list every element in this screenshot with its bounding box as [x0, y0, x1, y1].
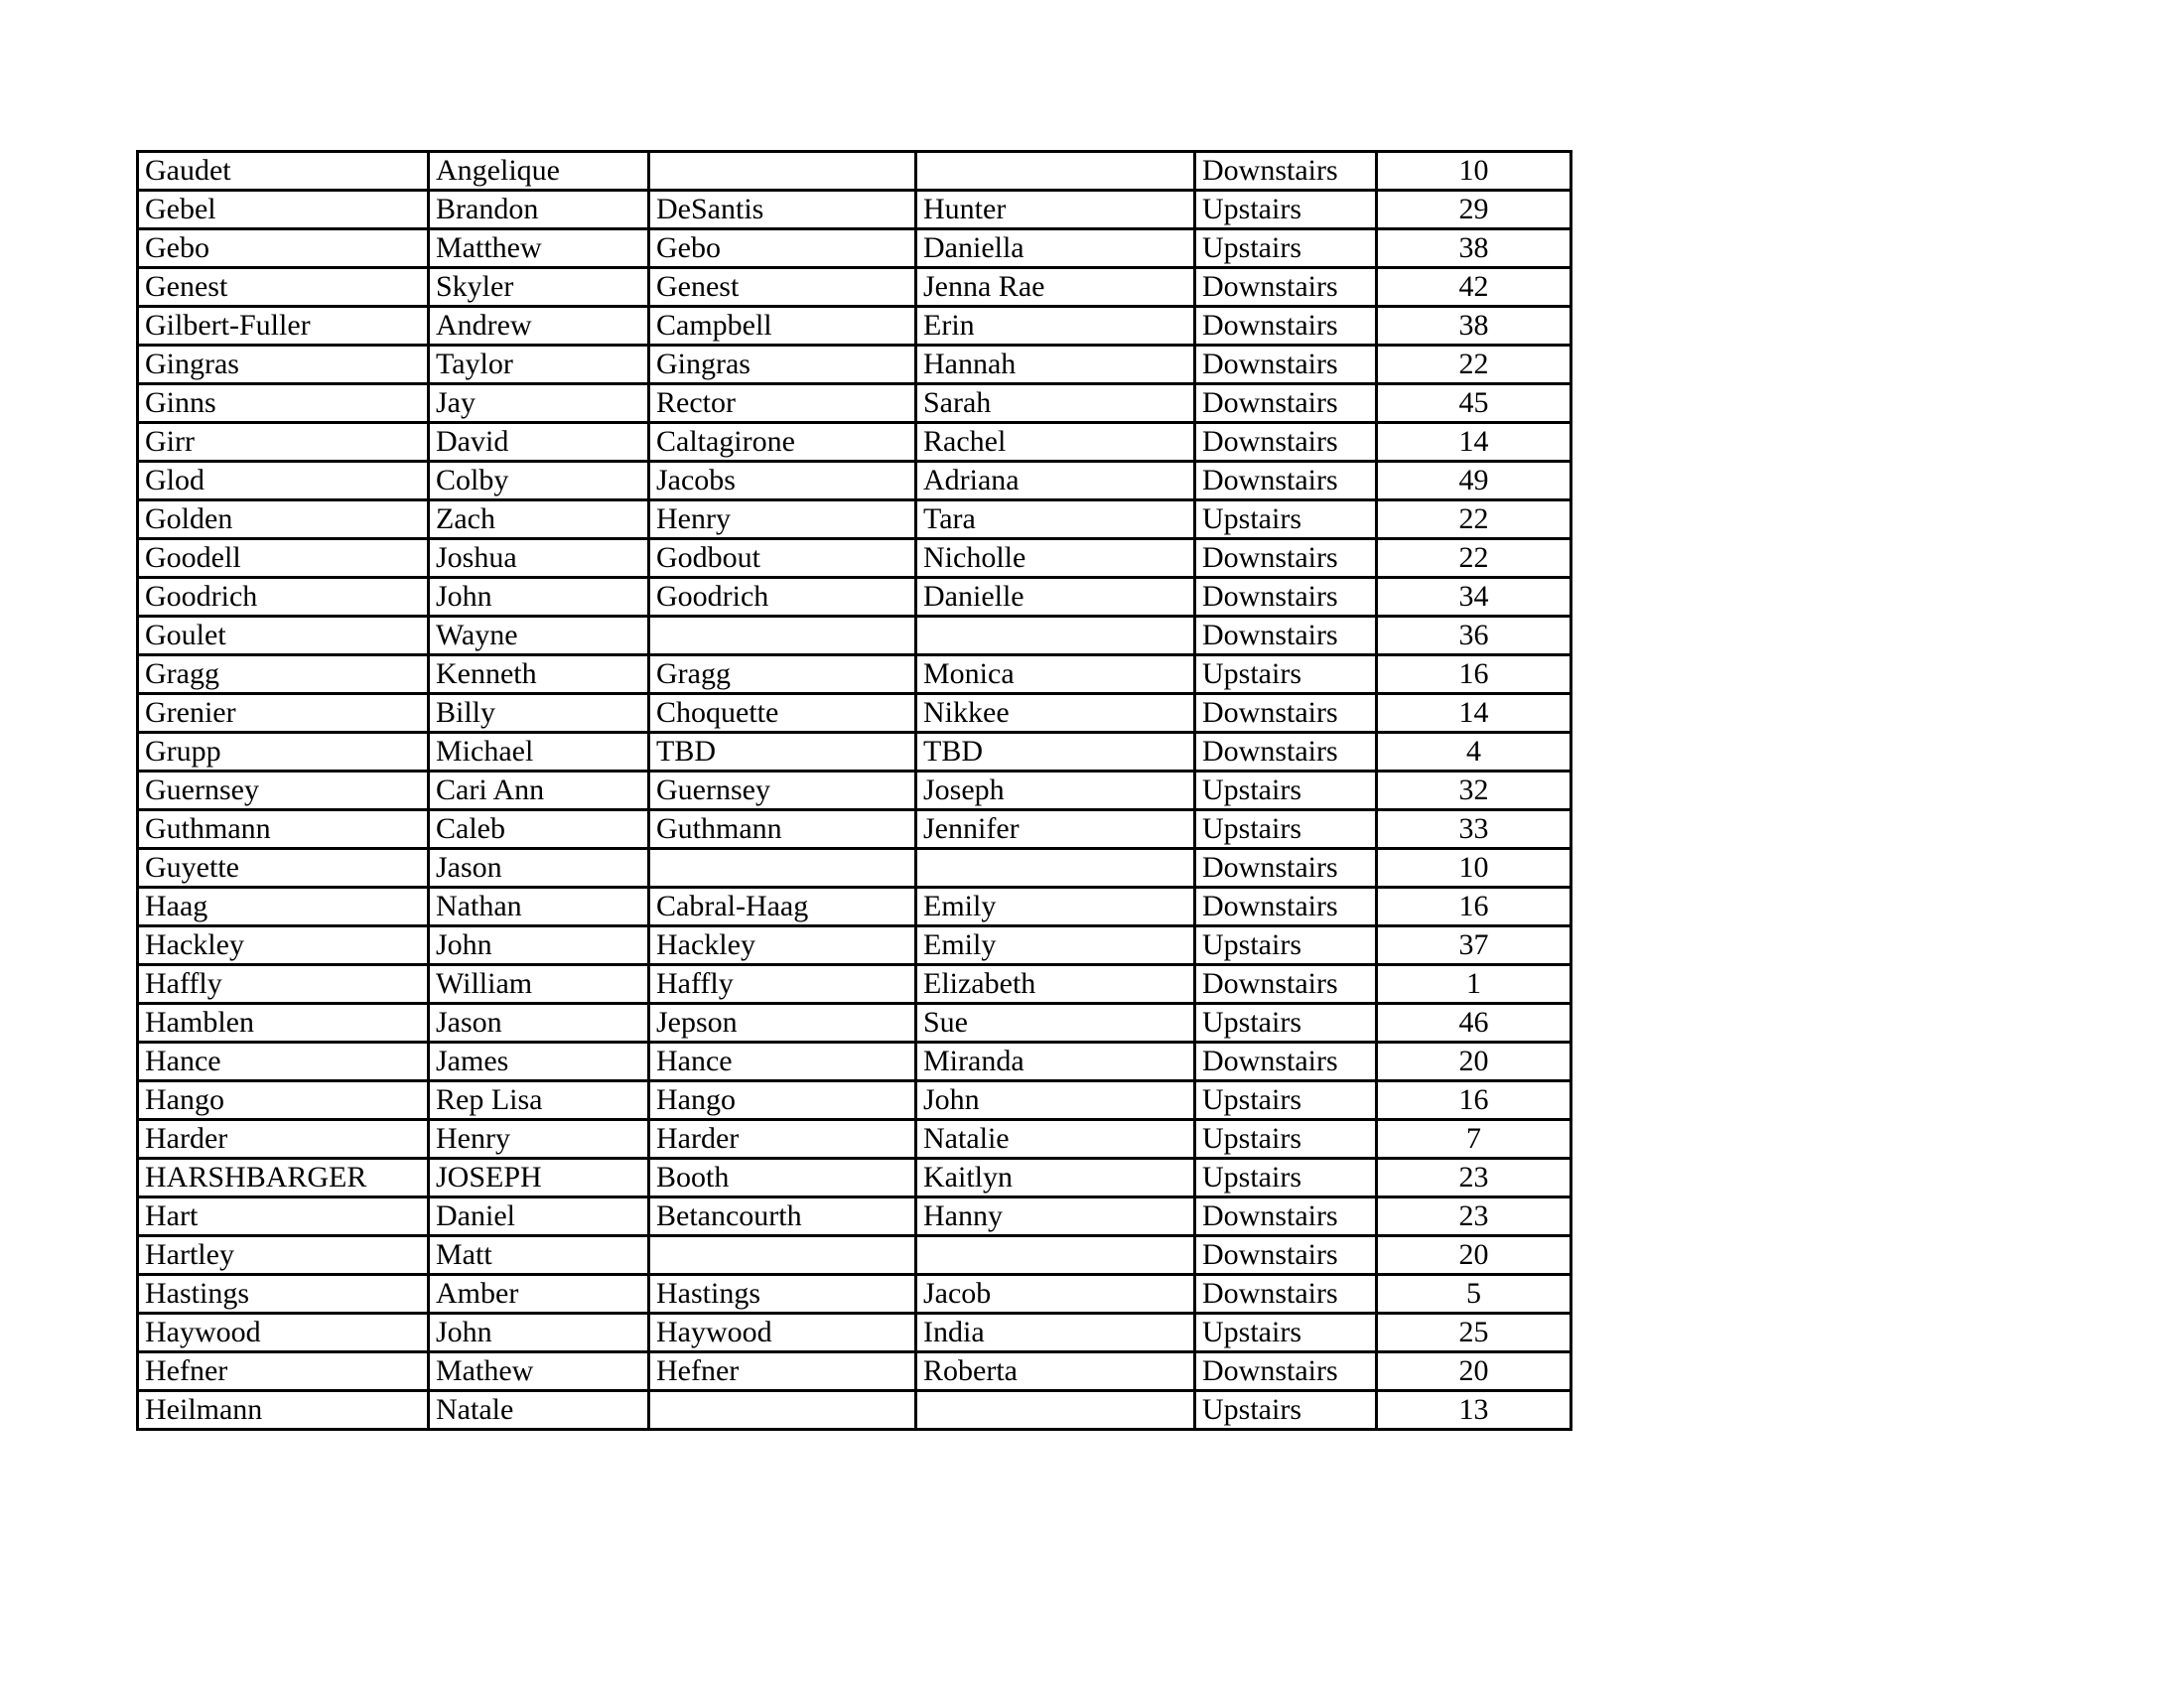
first-name-cell: Jay	[429, 384, 649, 423]
last-name-cell: Gaudet	[138, 152, 429, 191]
partner-last-name-cell	[649, 152, 916, 191]
table-row	[138, 810, 1571, 849]
first-name-cell: Matthew	[429, 229, 649, 268]
location-cell: Downstairs	[1195, 965, 1377, 1004]
table-row	[138, 346, 1571, 384]
last-name-cell: Haffly	[138, 965, 429, 1004]
partner-first-name-cell: Elizabeth	[916, 965, 1195, 1004]
first-name-cell: Zach	[429, 500, 649, 539]
partner-first-name-cell: Miranda	[916, 1043, 1195, 1081]
table-row	[138, 1314, 1571, 1352]
partner-last-name-cell	[649, 849, 916, 888]
partner-last-name-cell: Jepson	[649, 1004, 916, 1043]
partner-first-name-cell: Emily	[916, 888, 1195, 926]
partner-last-name-cell: Choquette	[649, 694, 916, 733]
last-name-cell: Hango	[138, 1081, 429, 1120]
table-row	[138, 888, 1571, 926]
location-cell: Downstairs	[1195, 1236, 1377, 1275]
partner-last-name-cell: Guthmann	[649, 810, 916, 849]
location-cell: Downstairs	[1195, 1352, 1377, 1391]
first-name-cell: Natale	[429, 1391, 649, 1430]
first-name-cell: Daniel	[429, 1197, 649, 1236]
last-name-cell: Hance	[138, 1043, 429, 1081]
table-row	[138, 1043, 1571, 1081]
table-number-cell: 10	[1377, 152, 1571, 191]
last-name-cell: Goulet	[138, 617, 429, 655]
table-row	[138, 965, 1571, 1004]
location-cell: Downstairs	[1195, 384, 1377, 423]
location-cell: Upstairs	[1195, 810, 1377, 849]
partner-last-name-cell: Gingras	[649, 346, 916, 384]
first-name-cell: David	[429, 423, 649, 462]
last-name-cell: Grenier	[138, 694, 429, 733]
table-row	[138, 926, 1571, 965]
partner-first-name-cell: Hannah	[916, 346, 1195, 384]
table-row	[138, 1236, 1571, 1275]
location-cell: Upstairs	[1195, 655, 1377, 694]
last-name-cell: Hart	[138, 1197, 429, 1236]
partner-first-name-cell: Erin	[916, 307, 1195, 346]
first-name-cell: Amber	[429, 1275, 649, 1314]
location-cell: Downstairs	[1195, 462, 1377, 500]
table-number-cell: 37	[1377, 926, 1571, 965]
table-number-cell: 14	[1377, 423, 1571, 462]
table-number-cell: 32	[1377, 772, 1571, 810]
partner-first-name-cell: Monica	[916, 655, 1195, 694]
table-row	[138, 384, 1571, 423]
first-name-cell: Joshua	[429, 539, 649, 578]
first-name-cell: Angelique	[429, 152, 649, 191]
table-number-cell: 23	[1377, 1197, 1571, 1236]
table-number-cell: 46	[1377, 1004, 1571, 1043]
partner-last-name-cell: Gebo	[649, 229, 916, 268]
partner-first-name-cell: Nikkee	[916, 694, 1195, 733]
location-cell: Upstairs	[1195, 1159, 1377, 1197]
roster-table-body	[138, 152, 1571, 1430]
table-number-cell: 16	[1377, 655, 1571, 694]
first-name-cell: Wayne	[429, 617, 649, 655]
table-number-cell: 5	[1377, 1275, 1571, 1314]
table-number-cell: 42	[1377, 268, 1571, 307]
table-number-cell: 25	[1377, 1314, 1571, 1352]
last-name-cell: Hackley	[138, 926, 429, 965]
partner-last-name-cell: Campbell	[649, 307, 916, 346]
partner-first-name-cell: Jenna Rae	[916, 268, 1195, 307]
last-name-cell: Gingras	[138, 346, 429, 384]
last-name-cell: Ginns	[138, 384, 429, 423]
location-cell: Upstairs	[1195, 772, 1377, 810]
partner-first-name-cell: Jennifer	[916, 810, 1195, 849]
first-name-cell: John	[429, 926, 649, 965]
first-name-cell: Cari Ann	[429, 772, 649, 810]
partner-last-name-cell	[649, 617, 916, 655]
last-name-cell: Haag	[138, 888, 429, 926]
partner-last-name-cell: Caltagirone	[649, 423, 916, 462]
partner-last-name-cell: Harder	[649, 1120, 916, 1159]
first-name-cell: William	[429, 965, 649, 1004]
location-cell: Downstairs	[1195, 268, 1377, 307]
partner-last-name-cell: Haywood	[649, 1314, 916, 1352]
table-row	[138, 1120, 1571, 1159]
last-name-cell: Guyette	[138, 849, 429, 888]
partner-last-name-cell: Hango	[649, 1081, 916, 1120]
table-row	[138, 1159, 1571, 1197]
first-name-cell: Brandon	[429, 191, 649, 229]
last-name-cell: Heilmann	[138, 1391, 429, 1430]
table-number-cell: 13	[1377, 1391, 1571, 1430]
partner-first-name-cell: John	[916, 1081, 1195, 1120]
last-name-cell: Hefner	[138, 1352, 429, 1391]
partner-last-name-cell: TBD	[649, 733, 916, 772]
table-number-cell: 49	[1377, 462, 1571, 500]
table-row	[138, 1275, 1571, 1314]
location-cell: Upstairs	[1195, 191, 1377, 229]
partner-last-name-cell: Gragg	[649, 655, 916, 694]
location-cell: Upstairs	[1195, 1081, 1377, 1120]
partner-first-name-cell: TBD	[916, 733, 1195, 772]
partner-last-name-cell: Henry	[649, 500, 916, 539]
table-number-cell: 14	[1377, 694, 1571, 733]
partner-first-name-cell: Sarah	[916, 384, 1195, 423]
first-name-cell: Rep Lisa	[429, 1081, 649, 1120]
location-cell: Upstairs	[1195, 1314, 1377, 1352]
location-cell: Upstairs	[1195, 1004, 1377, 1043]
first-name-cell: Caleb	[429, 810, 649, 849]
roster-table	[136, 150, 1572, 1431]
location-cell: Downstairs	[1195, 1275, 1377, 1314]
location-cell: Downstairs	[1195, 307, 1377, 346]
partner-last-name-cell: Betancourth	[649, 1197, 916, 1236]
partner-first-name-cell: Danielle	[916, 578, 1195, 617]
table-number-cell: 23	[1377, 1159, 1571, 1197]
partner-last-name-cell: Genest	[649, 268, 916, 307]
first-name-cell: Kenneth	[429, 655, 649, 694]
partner-first-name-cell	[916, 152, 1195, 191]
first-name-cell: Nathan	[429, 888, 649, 926]
partner-first-name-cell: Hunter	[916, 191, 1195, 229]
last-name-cell: HARSHBARGER	[138, 1159, 429, 1197]
table-row	[138, 462, 1571, 500]
table-row	[138, 655, 1571, 694]
location-cell: Downstairs	[1195, 694, 1377, 733]
table-number-cell: 20	[1377, 1352, 1571, 1391]
first-name-cell: John	[429, 578, 649, 617]
table-number-cell: 1	[1377, 965, 1571, 1004]
table-row	[138, 578, 1571, 617]
partner-first-name-cell: Natalie	[916, 1120, 1195, 1159]
partner-last-name-cell: Goodrich	[649, 578, 916, 617]
partner-last-name-cell: Hefner	[649, 1352, 916, 1391]
partner-last-name-cell: Hackley	[649, 926, 916, 965]
partner-last-name-cell	[649, 1236, 916, 1275]
table-row	[138, 733, 1571, 772]
last-name-cell: Guthmann	[138, 810, 429, 849]
last-name-cell: Golden	[138, 500, 429, 539]
location-cell: Downstairs	[1195, 1197, 1377, 1236]
location-cell: Downstairs	[1195, 578, 1377, 617]
table-number-cell: 20	[1377, 1236, 1571, 1275]
partner-last-name-cell: Haffly	[649, 965, 916, 1004]
location-cell: Downstairs	[1195, 849, 1377, 888]
table-row	[138, 1352, 1571, 1391]
table-number-cell: 22	[1377, 346, 1571, 384]
table-number-cell: 22	[1377, 500, 1571, 539]
location-cell: Upstairs	[1195, 1391, 1377, 1430]
location-cell: Upstairs	[1195, 500, 1377, 539]
first-name-cell: Jason	[429, 1004, 649, 1043]
partner-first-name-cell	[916, 1391, 1195, 1430]
table-number-cell: 45	[1377, 384, 1571, 423]
partner-last-name-cell: Rector	[649, 384, 916, 423]
table-row	[138, 307, 1571, 346]
first-name-cell: Skyler	[429, 268, 649, 307]
table-number-cell: 7	[1377, 1120, 1571, 1159]
table-row	[138, 152, 1571, 191]
partner-last-name-cell: Booth	[649, 1159, 916, 1197]
partner-first-name-cell: Kaitlyn	[916, 1159, 1195, 1197]
table-row	[138, 1391, 1571, 1430]
first-name-cell: JOSEPH	[429, 1159, 649, 1197]
table-number-cell: 16	[1377, 1081, 1571, 1120]
first-name-cell: John	[429, 1314, 649, 1352]
partner-first-name-cell: Tara	[916, 500, 1195, 539]
last-name-cell: Harder	[138, 1120, 429, 1159]
table-number-cell: 38	[1377, 307, 1571, 346]
last-name-cell: Hamblen	[138, 1004, 429, 1043]
first-name-cell: Taylor	[429, 346, 649, 384]
partner-first-name-cell: Jacob	[916, 1275, 1195, 1314]
table-row	[138, 539, 1571, 578]
first-name-cell: Mathew	[429, 1352, 649, 1391]
partner-last-name-cell: Jacobs	[649, 462, 916, 500]
first-name-cell: Henry	[429, 1120, 649, 1159]
partner-first-name-cell: Joseph	[916, 772, 1195, 810]
partner-first-name-cell: Sue	[916, 1004, 1195, 1043]
last-name-cell: Glod	[138, 462, 429, 500]
table-row	[138, 229, 1571, 268]
table-row	[138, 191, 1571, 229]
partner-first-name-cell: Rachel	[916, 423, 1195, 462]
partner-first-name-cell	[916, 617, 1195, 655]
partner-first-name-cell: Nicholle	[916, 539, 1195, 578]
partner-first-name-cell: Daniella	[916, 229, 1195, 268]
location-cell: Downstairs	[1195, 539, 1377, 578]
partner-last-name-cell: Hastings	[649, 1275, 916, 1314]
partner-last-name-cell: Godbout	[649, 539, 916, 578]
location-cell: Upstairs	[1195, 1120, 1377, 1159]
partner-last-name-cell: Guernsey	[649, 772, 916, 810]
table-number-cell: 38	[1377, 229, 1571, 268]
first-name-cell: Billy	[429, 694, 649, 733]
table-row	[138, 617, 1571, 655]
location-cell: Downstairs	[1195, 1043, 1377, 1081]
table-row	[138, 694, 1571, 733]
table-row	[138, 423, 1571, 462]
first-name-cell: Colby	[429, 462, 649, 500]
last-name-cell: Girr	[138, 423, 429, 462]
first-name-cell: Michael	[429, 733, 649, 772]
last-name-cell: Guernsey	[138, 772, 429, 810]
partner-last-name-cell: Cabral-Haag	[649, 888, 916, 926]
table-number-cell: 4	[1377, 733, 1571, 772]
table-row	[138, 1004, 1571, 1043]
first-name-cell: James	[429, 1043, 649, 1081]
partner-first-name-cell: Adriana	[916, 462, 1195, 500]
partner-first-name-cell	[916, 849, 1195, 888]
last-name-cell: Gilbert-Fuller	[138, 307, 429, 346]
location-cell: Downstairs	[1195, 423, 1377, 462]
location-cell: Upstairs	[1195, 229, 1377, 268]
partner-first-name-cell: India	[916, 1314, 1195, 1352]
table-row	[138, 268, 1571, 307]
partner-last-name-cell: Hance	[649, 1043, 916, 1081]
table-number-cell: 36	[1377, 617, 1571, 655]
table-number-cell: 34	[1377, 578, 1571, 617]
partner-first-name-cell	[916, 1236, 1195, 1275]
table-row	[138, 772, 1571, 810]
table-number-cell: 33	[1377, 810, 1571, 849]
table-number-cell: 10	[1377, 849, 1571, 888]
last-name-cell: Haywood	[138, 1314, 429, 1352]
last-name-cell: Goodell	[138, 539, 429, 578]
partner-first-name-cell: Roberta	[916, 1352, 1195, 1391]
location-cell: Downstairs	[1195, 346, 1377, 384]
partner-last-name-cell	[649, 1391, 916, 1430]
table-row	[138, 500, 1571, 539]
location-cell: Downstairs	[1195, 617, 1377, 655]
table-row	[138, 1197, 1571, 1236]
table-number-cell: 20	[1377, 1043, 1571, 1081]
partner-first-name-cell: Emily	[916, 926, 1195, 965]
location-cell: Downstairs	[1195, 733, 1377, 772]
last-name-cell: Hastings	[138, 1275, 429, 1314]
table-number-cell: 16	[1377, 888, 1571, 926]
last-name-cell: Genest	[138, 268, 429, 307]
last-name-cell: Gragg	[138, 655, 429, 694]
first-name-cell: Jason	[429, 849, 649, 888]
last-name-cell: Gebo	[138, 229, 429, 268]
first-name-cell: Andrew	[429, 307, 649, 346]
location-cell: Upstairs	[1195, 926, 1377, 965]
table-number-cell: 22	[1377, 539, 1571, 578]
last-name-cell: Gebel	[138, 191, 429, 229]
partner-first-name-cell: Hanny	[916, 1197, 1195, 1236]
first-name-cell: Matt	[429, 1236, 649, 1275]
table-number-cell: 29	[1377, 191, 1571, 229]
last-name-cell: Hartley	[138, 1236, 429, 1275]
table-row	[138, 1081, 1571, 1120]
last-name-cell: Goodrich	[138, 578, 429, 617]
last-name-cell: Grupp	[138, 733, 429, 772]
location-cell: Downstairs	[1195, 888, 1377, 926]
table-row	[138, 849, 1571, 888]
location-cell: Downstairs	[1195, 152, 1377, 191]
partner-last-name-cell: DeSantis	[649, 191, 916, 229]
